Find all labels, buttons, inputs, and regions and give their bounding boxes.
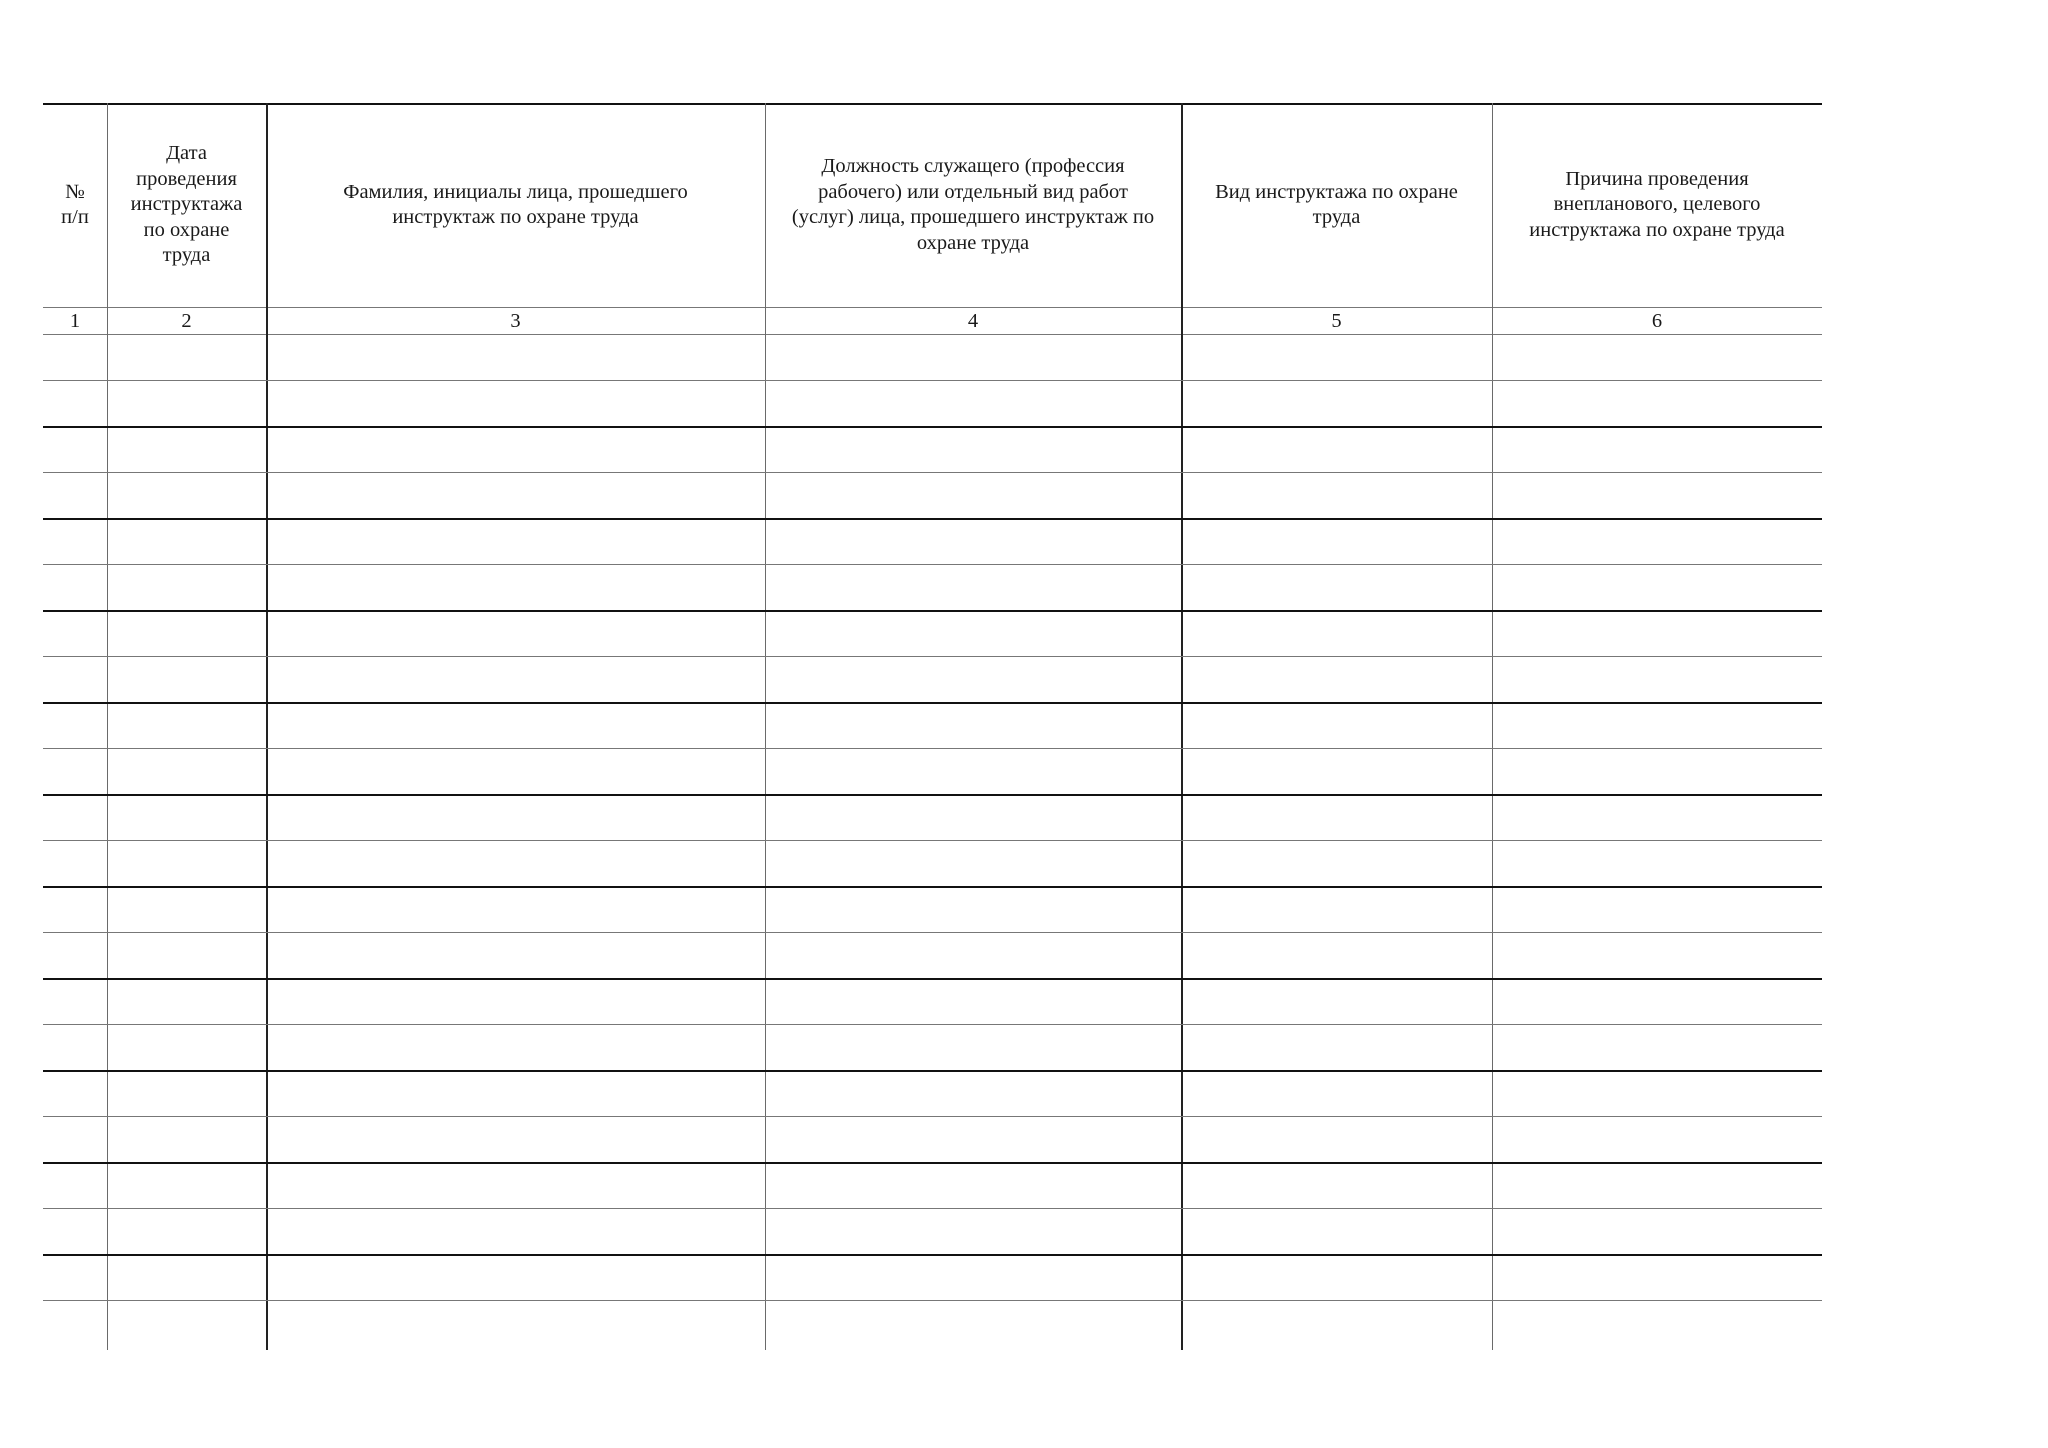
table-cell	[1181, 564, 1492, 610]
table-row	[43, 426, 1822, 472]
table-row	[43, 1254, 1822, 1300]
header-cell-type	[1181, 103, 1492, 307]
table-cell	[1492, 1300, 1822, 1346]
table-cell	[1181, 840, 1492, 886]
table-cell	[765, 472, 1181, 518]
table-cell	[765, 794, 1181, 840]
table-cell	[43, 978, 107, 1024]
instruction-log-table	[43, 103, 1822, 1350]
table-cell	[1492, 564, 1822, 610]
table-cell	[1181, 656, 1492, 702]
header-date-label: Дата проведения инструктажа по охране труда	[130, 142, 243, 267]
table-cell	[1181, 518, 1492, 564]
table-row	[43, 380, 1822, 426]
column-number-5	[1181, 307, 1492, 334]
table-cell	[1181, 426, 1492, 472]
table-cell	[765, 1116, 1181, 1162]
table-cell	[107, 518, 266, 564]
table-cell	[1181, 1070, 1492, 1116]
header-reason-label: Причина проведения внепланового, целевого инструктажа по охране труда	[1529, 167, 1785, 241]
table-cell	[266, 978, 765, 1024]
table-row	[43, 1024, 1822, 1070]
table-cell	[107, 748, 266, 794]
table-cell	[43, 518, 107, 564]
table-row	[43, 1162, 1822, 1208]
table-cell	[1181, 932, 1492, 978]
table-cell	[43, 1116, 107, 1162]
table-cell	[43, 656, 107, 702]
table-cell	[43, 840, 107, 886]
table-cell	[1492, 794, 1822, 840]
table-cell	[765, 886, 1181, 932]
table-cell	[1492, 1162, 1822, 1208]
table-row	[43, 1070, 1822, 1116]
table-cell	[107, 886, 266, 932]
table-cell	[43, 748, 107, 794]
table-cell	[765, 1162, 1181, 1208]
header-cell-name	[266, 103, 765, 307]
table-cell	[266, 564, 765, 610]
table-cell	[107, 1116, 266, 1162]
table-cell	[43, 886, 107, 932]
table-row	[43, 610, 1822, 656]
table-cell	[266, 932, 765, 978]
table-cell	[266, 610, 765, 656]
header-bottom-border	[43, 307, 1822, 308]
table-cell	[1492, 978, 1822, 1024]
table-cell	[266, 426, 765, 472]
table-cell	[765, 1070, 1181, 1116]
header-cell-position	[765, 103, 1181, 307]
table-cell	[765, 1254, 1181, 1300]
table-cell	[765, 932, 1181, 978]
table-cell	[43, 334, 107, 380]
table-row	[43, 334, 1822, 380]
table-cell	[765, 518, 1181, 564]
column-number-label: 3	[510, 309, 521, 332]
table-row	[43, 1300, 1822, 1346]
table-cell	[43, 932, 107, 978]
table-cell	[1181, 1254, 1492, 1300]
table-cell	[765, 840, 1181, 886]
table-row	[43, 886, 1822, 932]
table-cell	[266, 380, 765, 426]
table-cell	[1181, 702, 1492, 748]
table-cell	[107, 1254, 266, 1300]
column-number-1	[43, 307, 107, 334]
table-cell	[43, 702, 107, 748]
table-cell	[107, 702, 266, 748]
table-cell	[266, 1208, 765, 1254]
column-number-label: 1	[69, 309, 81, 332]
table-cell	[43, 472, 107, 518]
table-cell	[43, 426, 107, 472]
table-cell	[266, 1162, 765, 1208]
table-cell	[266, 886, 765, 932]
table-cell	[1181, 794, 1492, 840]
table-cell	[107, 426, 266, 472]
table-cell	[1181, 1300, 1492, 1346]
header-type-label: Вид инструктажа по охране труда	[1215, 180, 1458, 228]
table-cell	[1181, 610, 1492, 656]
table-cell	[765, 1024, 1181, 1070]
table-cell	[266, 794, 765, 840]
table-cell	[1492, 1208, 1822, 1254]
column-number-4	[765, 307, 1181, 334]
table-cell	[266, 656, 765, 702]
table-cell	[107, 1024, 266, 1070]
column-number-label: 6	[1651, 309, 1663, 332]
table-cell	[1492, 472, 1822, 518]
table-cell	[1492, 748, 1822, 794]
table-cell	[1181, 978, 1492, 1024]
table-cell	[1492, 380, 1822, 426]
table-cell	[1181, 748, 1492, 794]
table-cell	[107, 1162, 266, 1208]
table-row	[43, 564, 1822, 610]
table-cell	[43, 1254, 107, 1300]
table-cell	[266, 748, 765, 794]
column-number-2	[107, 307, 266, 334]
table-cell	[765, 1208, 1181, 1254]
table-cell	[266, 518, 765, 564]
table-cell	[1492, 1024, 1822, 1070]
table-cell	[266, 1116, 765, 1162]
table-cell	[1492, 518, 1822, 564]
table-cell	[266, 1024, 765, 1070]
table-cell	[1181, 1024, 1492, 1070]
table-cell	[1492, 656, 1822, 702]
header-name-label: Фамилия, инициалы лица, прошедшего инструктаж по охране труда	[343, 180, 688, 228]
table-row	[43, 978, 1822, 1024]
table-cell	[43, 610, 107, 656]
column-number-label: 5	[1331, 309, 1342, 332]
table-cell	[107, 1070, 266, 1116]
table-cell	[43, 1208, 107, 1254]
table-cell	[765, 334, 1181, 380]
table-cell	[107, 1300, 266, 1346]
header-cell-number	[43, 103, 107, 307]
table-cell	[1492, 1070, 1822, 1116]
table-cell	[765, 610, 1181, 656]
table-cell	[43, 564, 107, 610]
header-cell-date	[107, 103, 266, 307]
table-cell	[107, 334, 266, 380]
table-cell	[107, 610, 266, 656]
table-cell	[765, 656, 1181, 702]
table-row	[43, 702, 1822, 748]
table-cell	[765, 1300, 1181, 1346]
table-cell	[107, 840, 266, 886]
header-position-label: Должность служащего (профессия рабочего) или отдельный вид работ (услуг) лица, прошедшего инструктаж по охране труда	[791, 155, 1155, 254]
table-cell	[266, 472, 765, 518]
table-row	[43, 1208, 1822, 1254]
table-cell	[43, 380, 107, 426]
table-cell	[107, 656, 266, 702]
table-cell	[1492, 886, 1822, 932]
table-row	[43, 518, 1822, 564]
table-cell	[266, 1070, 765, 1116]
table-cell	[107, 794, 266, 840]
table-cell	[43, 1162, 107, 1208]
table-cell	[43, 1300, 107, 1346]
table-row	[43, 748, 1822, 794]
table-cell	[1181, 1208, 1492, 1254]
table-cell	[1492, 334, 1822, 380]
table-cell	[765, 564, 1181, 610]
header-cell-reason	[1492, 103, 1822, 307]
table-cell	[107, 1208, 266, 1254]
table-cell	[765, 748, 1181, 794]
table-cell	[1181, 472, 1492, 518]
table-cell	[43, 1070, 107, 1116]
header-number-label: № п/п	[61, 180, 89, 228]
table-cell	[1492, 610, 1822, 656]
table-cell	[1181, 1116, 1492, 1162]
table-cell	[1492, 1116, 1822, 1162]
table-cell	[1181, 380, 1492, 426]
table-cell	[266, 1254, 765, 1300]
column-number-3	[266, 307, 765, 334]
table-row	[43, 472, 1822, 518]
table-cell	[266, 702, 765, 748]
table-row	[43, 932, 1822, 978]
column-number-6	[1492, 307, 1822, 334]
table-cell	[765, 702, 1181, 748]
table-cell	[107, 564, 266, 610]
table-row	[43, 656, 1822, 702]
table-cell	[1181, 334, 1492, 380]
table-cell	[107, 380, 266, 426]
table-row	[43, 1116, 1822, 1162]
column-number-label: 2	[181, 309, 192, 332]
table-cell	[1492, 932, 1822, 978]
table-cell	[1181, 886, 1492, 932]
table-cell	[266, 334, 765, 380]
table-cell	[1492, 840, 1822, 886]
table-cell	[765, 978, 1181, 1024]
table-row	[43, 794, 1822, 840]
column-number-label: 4	[967, 309, 979, 332]
table-cell	[765, 426, 1181, 472]
table-cell	[765, 380, 1181, 426]
table-cell	[266, 1300, 765, 1346]
table-cell	[1492, 1254, 1822, 1300]
table-cell	[107, 978, 266, 1024]
table-cell	[1492, 426, 1822, 472]
table-cell	[107, 932, 266, 978]
table-top-border	[43, 103, 1822, 105]
table-cell	[266, 840, 765, 886]
table-cell	[1492, 702, 1822, 748]
table-cell	[43, 794, 107, 840]
table-cell	[1181, 1162, 1492, 1208]
table-row	[43, 840, 1822, 886]
table-cell	[107, 472, 266, 518]
table-cell	[43, 1024, 107, 1070]
